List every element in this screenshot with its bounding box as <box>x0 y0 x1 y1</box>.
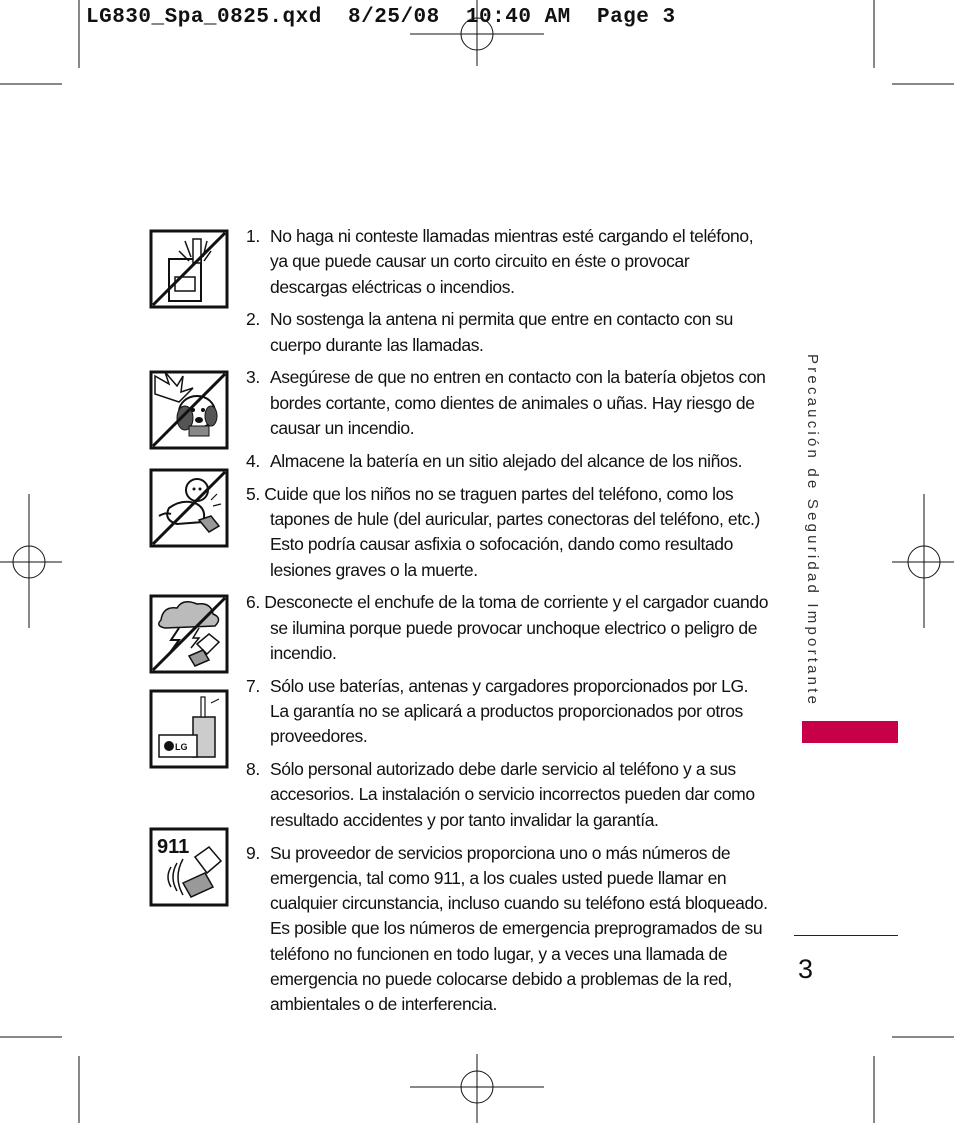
item-number: 9. <box>246 842 260 863</box>
item-number: 7. <box>246 675 260 696</box>
list-item <box>246 674 770 750</box>
item-text: Sólo personal autorizado debe darle servicio al teléfono y a sus accesorios. La instalación o servicio incorrectos pueden dar como resultado accidentes y por tanto invalidar la garantía. <box>270 759 755 830</box>
section-accent-bar <box>802 721 898 743</box>
item-text: Su proveedor de servicios proporciona uno o más números de emergencia, tal como 911, a los cuales usted puede llamar en cualquier circunstancia, incluso cuando su teléfono está bloqueado. Es posible que los números de emergencia preprogramados de su teléfono no funcionen en todo lugar, y a veces una llamada de emergencia no puede colocarse debido a problemas de la red, ambientales o de interferencia. <box>270 842 768 1015</box>
list-item <box>246 757 770 833</box>
list-item <box>246 482 770 583</box>
list-item <box>246 590 770 666</box>
svg-text:911: 911 <box>157 836 190 858</box>
section-side-title: Precaución de Seguridad Importante <box>804 354 821 708</box>
list-item <box>246 224 770 300</box>
item-text: Almacene la batería en un sitio alejado del alcance de los niños. <box>270 450 743 471</box>
list-item <box>246 365 770 441</box>
charging-phone-sparks-icon <box>149 229 229 309</box>
item-text-continued: La garantía no se aplicará a productos proporcionados por otros proveedores. <box>270 701 743 747</box>
page-number-rule <box>794 935 898 936</box>
svg-text:LG: LG <box>175 742 188 752</box>
item-text: Asegúrese de que no entren en contacto con la batería objetos con bordes cortante, como dientes de animales o uñas. Hay riesgo de causar un incendio. <box>270 367 766 439</box>
dog-chewing-battery-icon <box>149 370 229 450</box>
print-slug-line: LG830_Spa_0825.qxd 8/25/08 10:40 AM Page 3 <box>86 6 676 29</box>
item-text: Sólo use baterías, antenas y cargadores proporcionados por LG. <box>270 675 749 696</box>
page-number: 3 <box>798 954 814 984</box>
item-number: 8. <box>246 759 260 780</box>
baby-with-phone-icon <box>149 468 229 548</box>
lightning-storm-phone-icon <box>149 594 229 674</box>
item-text: No sostenga la antena ni permita que entre en contacto con su cuerpo durante las llamadas. <box>270 309 734 355</box>
safety-instructions-list <box>246 224 770 1025</box>
list-item <box>246 449 770 474</box>
item-number: 6. <box>246 592 260 613</box>
item-number: 4. <box>246 450 260 471</box>
item-number: 5. <box>246 483 260 504</box>
item-text: Cuide que los niños no se traguen partes del teléfono, como los tapones de hule (del auricular, partes conectoras del teléfono, etc.) Esto podría causar asfixia o sofocación, dando como resultado lesiones graves o la muerte. <box>264 483 760 580</box>
list-item <box>246 841 770 1018</box>
item-number: 1. <box>246 226 260 246</box>
emergency-911-phone-icon <box>149 827 229 907</box>
item-number: 2. <box>246 309 260 330</box>
lg-battery-charger-icon <box>149 689 229 769</box>
item-number: 3. <box>246 367 260 388</box>
list-item <box>246 307 770 358</box>
item-text: No haga ni conteste llamadas mientras esté cargando el teléfono, ya que puede causar un corto circuito en éste o provocar descargas eléctricas o incendios. <box>270 226 754 297</box>
item-text: Desconecte el enchufe de la toma de corriente y el cargador cuando se ilumina porque puede provocar unchoque electrico o peligro de incendio. <box>264 592 769 663</box>
